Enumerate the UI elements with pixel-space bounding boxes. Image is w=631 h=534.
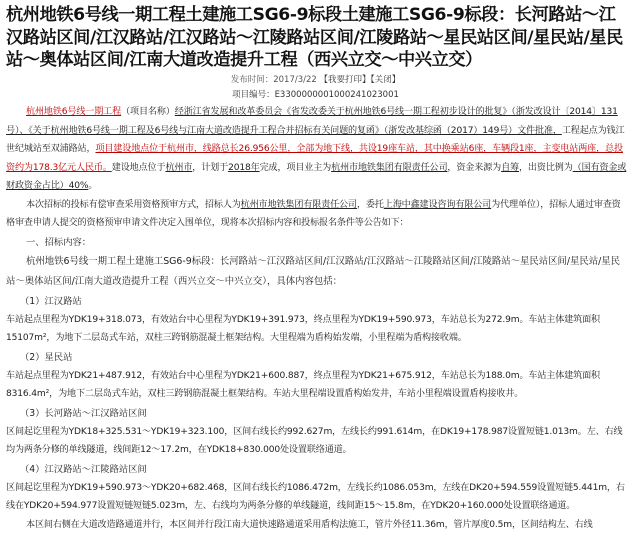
fund-label: ，资金来源为 xyxy=(447,163,501,173)
ratio-value: （国有资金或财政资金占比）40% xyxy=(6,163,626,192)
agent-name: 上海中鑫建设咨询有限公司 xyxy=(384,200,491,210)
location-label: 建设地点位于 xyxy=(112,163,166,173)
last-line: 本区间右侧在大道改造路通道并行，本区间并行段江南大道快速路通道采用盾构法施工，管片外径11.36m，管片厚度0.5m，区间结构左、右线 xyxy=(6,516,628,534)
owner-value: 杭州市地铁集团有限责任公司 xyxy=(331,163,447,173)
item-heading: （3）长河路站～江汉路站区间 xyxy=(6,404,628,423)
location-value: 杭州市 xyxy=(165,163,192,173)
tender-text-1: 本次招标的投标有偿审查采用资格预审方式，招标人为 xyxy=(26,200,241,210)
fund-value: 自筹 xyxy=(501,163,519,173)
publish-label: 发布时间： xyxy=(231,75,274,85)
approval-text: 经浙江省发展和改革委员会《省发改委关于杭州地铁6号线一期工程初步设计的批复》（浙发改设计〔2014〕131号）、《关于杭州地铁6号线一期工程及6号线与江南大道改造提升工程合并招标有关问题的复函》（浙发改基综函（2017）149号）文件批准， xyxy=(6,107,618,136)
plan-label: ，计划于 xyxy=(192,163,228,173)
section-heading-1: 一、招标内容： xyxy=(6,233,628,252)
item-heading: （2）星民站 xyxy=(6,348,628,367)
toolbar xyxy=(0,73,631,85)
tender-text-2: ，委托 xyxy=(357,200,384,210)
item-text: 区间起讫里程为YDK19+590.973～YDK20+682.468，区间右线长约1086.472m，左线长约1086.053m，左线在DK20+594.559设置短链5.441m，右线在YDK20+594.977设置短链短链5.023m，左、右线均为两条分修的单线隧道，线间距15～15.8m，在YDK20+160.000处设置联络通道。 xyxy=(6,479,628,516)
page-title: 杭州地铁6号线一期工程土建施工SG6-9标段土建施工SG6-9标段：长河路站～江汉路站区间/江汉路站/江汉路站～江陵路站区间/江陵路站～星民站区间/星民站/星民站～奥体站区间/江南大道改造提升工程（西兴立交～中兴立交） xyxy=(6,4,628,72)
tender-paragraph xyxy=(6,196,628,233)
plan-year: 2018年 xyxy=(228,163,260,173)
tenderer-name: 杭州市地铁集团有限责任公司 xyxy=(241,200,357,210)
owner-label: 完成，项目业主为 xyxy=(260,163,332,173)
scope-text: 工程起点为钱江世纪城站至双浦路站， xyxy=(6,126,624,155)
item-text: 车站起点里程为YDK21+487.912，有效站台中心里程为YDK21+600.887，终点里程为YDK21+675.912，车站总长为188.0m。车站主体建筑面积8316.4m²，为地下二层岛式车站，双柱三跨钢筋混凝土框架结构。车站大里程端设置盾构始发井，车站小里程端设置盾构接收井。 xyxy=(6,367,628,404)
announcement-body xyxy=(6,103,628,534)
item-text: 车站起点里程为YDK19+318.073，有效站台中心里程为YDK19+391.973，终点里程为YDK19+590.973，车站总长为272.9m。车站主体建筑面积15107m²，为地下二层岛式车站，双柱三跨钢筋混凝土框架结构。大里程端为盾构始发端，小里程端为盾构接收端。 xyxy=(6,311,628,348)
overview-text: 项目建设地点位于杭州市，线路总长26.956公里，全部为地下线，共设19座车站，其中换乘站6座，车辆段1座，主变电站两座，总投资约为178.3亿元人民币。 xyxy=(6,144,623,173)
print-link[interactable]: 【我要打印】 xyxy=(320,75,371,85)
project-number: 项目编号：E3300000001000241023001 xyxy=(0,88,631,100)
item-heading: （1）江汉路站 xyxy=(6,292,628,311)
item-heading: （4）江汉路站～江陵路站区间 xyxy=(6,460,628,479)
ratio-end: 。 xyxy=(88,181,97,191)
close-link[interactable]: 【关闭】 xyxy=(371,75,401,85)
publish-date: 2017/3/22 xyxy=(273,75,317,85)
ratio-label: ，出资比例为 xyxy=(519,163,573,173)
project-name-note: （项目名称） xyxy=(121,107,175,117)
project-name-link: 杭州地铁6号线一期工程 xyxy=(26,107,121,117)
intro-paragraph xyxy=(6,103,628,196)
tender-text-3: 为代理单位），招标人通过审查资格审查申请人提交的资格预审申请文件决定入围单位，现将本次招标内容和投标报名条件等公告如下： xyxy=(6,200,621,229)
lot-name: 杭州地铁6号线一期工程土建施工SG6-9标段：长河路站～江汉路站区间/江汉路站/江汉路站～江陵路站区间/江陵路站～星民站区间/星民站/星民站～奥体站区间/江南大道改造提升工程（西兴立交～中兴立交），具体内容包括： xyxy=(6,252,628,292)
item-text: 区间起讫里程为YDK18+325.531～YDK19+323.100，区间右线长约992.627m，左线长约991.614m，在DK19+178.987设置短链1.013m。左、右线均为两条分修的单线隧道，线间距12～17.2m，在YDK18+830.000处设置联络通道。 xyxy=(6,423,628,460)
